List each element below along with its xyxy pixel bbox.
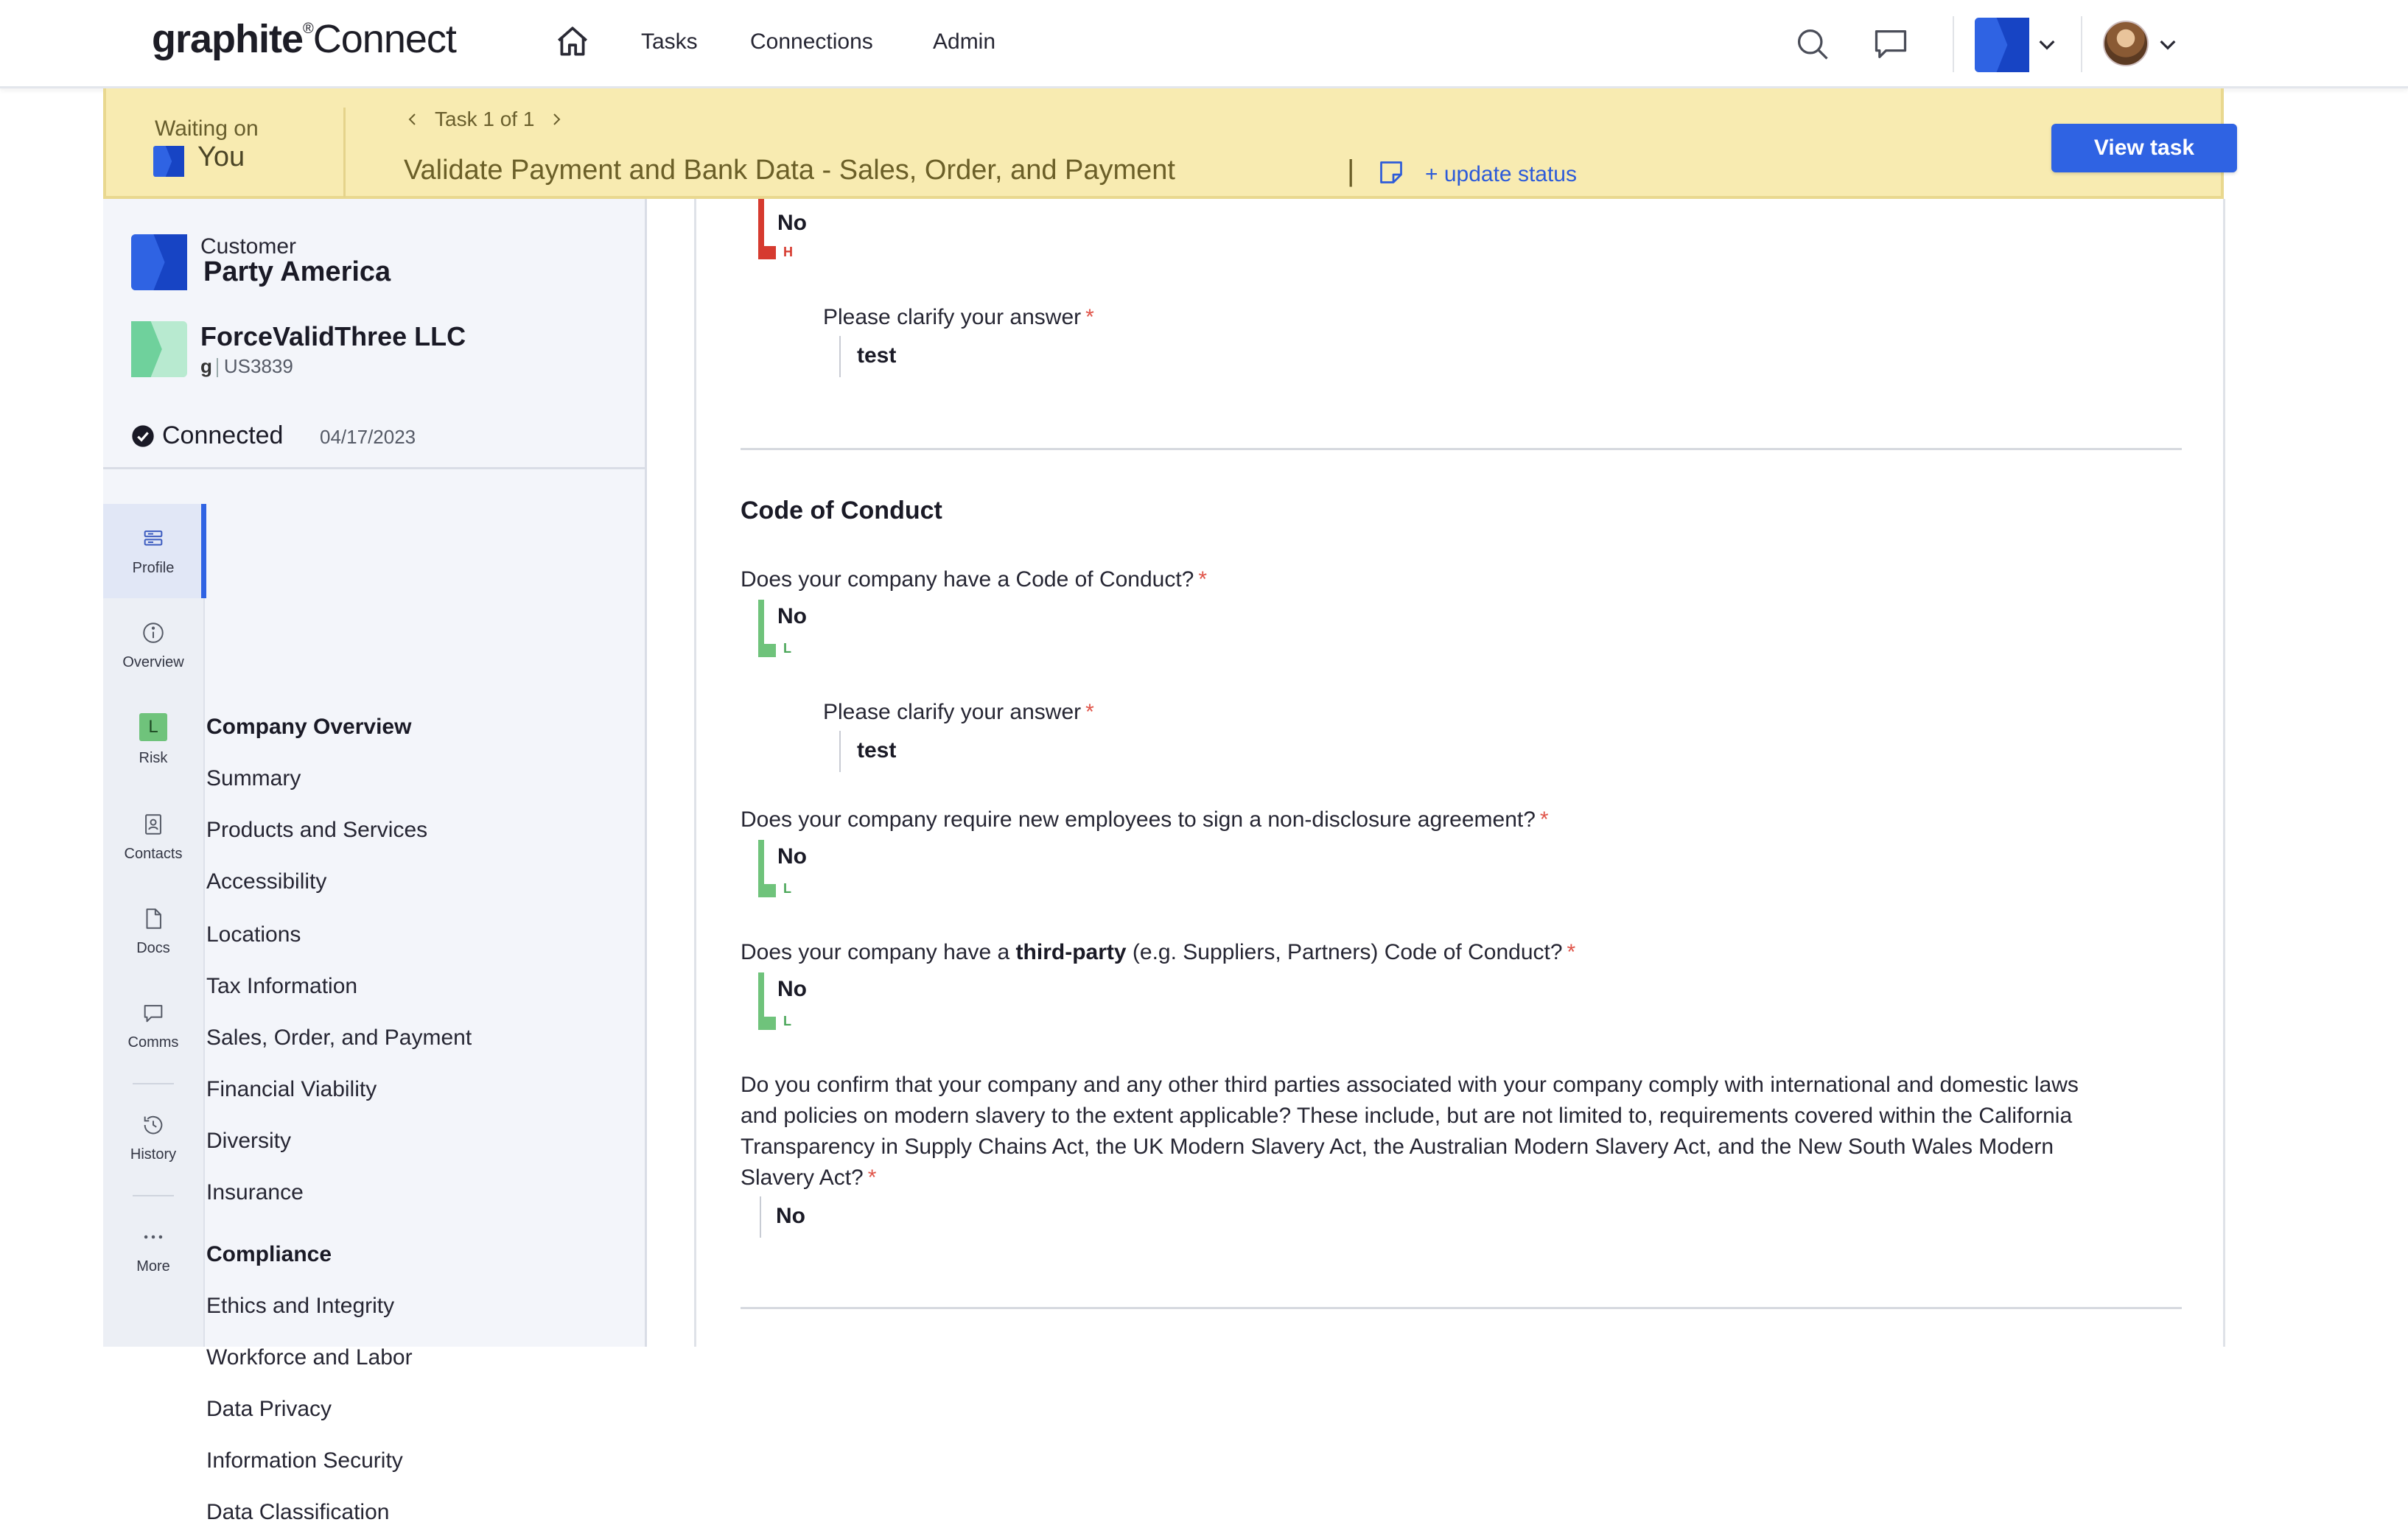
task-counter: Task 1 of 1 [435,108,535,130]
avatar[interactable] [2103,21,2149,66]
check-circle-icon [131,424,155,448]
task-pager [404,108,565,131]
customer-label: Customer [200,234,297,259]
question-text: Do you confirm that your company and any other third parties associated with your company comply with international and domestic laws and policies on modern slavery to the extent applicable? These include, but are not limited to, requirements covered within the California Transparency in Supply Chains Act, the UK Modern Slavery Act, the Australian Modern Slavery Act, and the New South Wales Modern Slavery Act? * [741,1073,2079,1190]
section-divider [741,1307,2182,1309]
nav-divider [1953,16,1954,72]
rail-item-profile[interactable]: Profile [103,504,203,598]
document-icon [141,906,166,931]
rail-divider [133,1195,174,1196]
risk-badge: L [139,713,167,741]
rail-item-comms[interactable]: Comms [103,978,203,1073]
question-text: Does your company have a Code of Conduct? * [741,567,1208,592]
menu-item-sales-order-payment[interactable]: Sales, Order, and Payment [206,1026,472,1050]
chevron-left-icon[interactable] [404,111,421,128]
waiting-on-label: Waiting on [155,116,259,141]
menu-heading-compliance[interactable]: Compliance [206,1242,332,1266]
section-divider [741,448,2182,450]
risk-flag-label: L [783,641,791,656]
task-title: Validate Payment and Bank Data - Sales, Order, and Payment [404,155,1175,186]
menu-item-financial-viability[interactable]: Financial Viability [206,1077,377,1101]
questionnaire-content [694,199,2225,1347]
risk-flag-marker [758,1017,776,1030]
chevron-down-icon[interactable] [2156,32,2180,56]
customer-logo-icon [131,234,187,290]
menu-item-information-security[interactable]: Information Security [206,1448,403,1473]
menu-heading-company-overview[interactable]: Company Overview [206,715,412,739]
risk-flag-label: L [783,881,791,896]
risk-flag-label: L [783,1014,791,1028]
section-title: Code of Conduct [741,497,942,525]
chat-icon [141,1000,166,1026]
menu-item-data-privacy[interactable]: Data Privacy [206,1397,332,1421]
clarify-label: Please clarify your answer * [823,305,1094,329]
rail-item-contacts[interactable]: Contacts [103,790,203,884]
left-panel [103,199,647,1524]
note-icon[interactable] [1378,159,1404,186]
home-icon[interactable] [554,24,591,60]
profile-icon [141,526,166,551]
nav-admin-link[interactable]: Admin [933,29,996,54]
connection-date: 04/17/2023 [320,426,416,448]
rail-item-overview[interactable]: Overview [103,598,203,693]
clarify-value: test [857,738,897,762]
menu-item-diversity[interactable]: Diversity [206,1129,292,1153]
company-logo-icon [153,146,184,177]
answer-guide [760,1196,761,1238]
menu-item-data-classification[interactable]: Data Classification [206,1500,390,1524]
app-logo[interactable]: graphite®Connect [152,17,456,61]
profile-rail [103,504,205,1347]
risk-flag-label: H [783,245,793,259]
menu-item-locations[interactable]: Locations [206,922,301,947]
rail-item-docs[interactable]: Docs [103,884,203,978]
answer-value: No [776,1204,805,1228]
menu-item-tax-information[interactable]: Tax Information [206,974,358,998]
risk-flag-marker [758,884,776,897]
task-separator: | [1347,155,1355,187]
info-icon [141,620,166,645]
question-text: Does your company require new employees to sign a non-disclosure agreement? * [741,807,1549,832]
rail-item-risk[interactable]: L Risk [103,693,203,787]
search-icon[interactable] [1793,25,1832,63]
answer-value: No [777,604,807,628]
clarify-value: test [857,343,897,368]
menu-item-products-services[interactable]: Products and Services [206,818,428,842]
top-nav [0,0,2408,88]
supplier-id: g US3839 [200,355,293,377]
answer-value: No [777,844,807,869]
more-icon [141,1224,166,1249]
question-text: Does your company have a third-party (e.g. Suppliers, Partners) Code of Conduct? * [741,940,1576,964]
chat-icon[interactable] [1872,25,1910,63]
chevron-right-icon[interactable] [547,111,565,128]
contacts-icon [141,812,166,837]
menu-item-summary[interactable]: Summary [206,766,301,790]
menu-item-insurance[interactable]: Insurance [206,1180,304,1205]
supplier-name[interactable]: ForceValidThree LLC [200,321,466,351]
answer-value: No [777,211,807,235]
rail-item-history[interactable]: History [103,1090,203,1185]
supplier-logo-icon [131,321,187,377]
task-banner-divider [343,108,346,197]
update-status-link[interactable]: + update status [1425,162,1577,186]
app-switcher-icon[interactable] [1975,18,2029,72]
answer-guide [839,731,841,772]
chevron-down-icon[interactable] [2035,32,2059,56]
rail-item-more[interactable]: More [103,1202,203,1297]
customer-name[interactable]: Party America [203,256,391,287]
answer-value: No [777,977,807,1001]
menu-item-accessibility[interactable]: Accessibility [206,869,327,894]
nav-divider [2081,16,2082,72]
view-task-button[interactable]: View task [2051,124,2237,172]
history-icon [141,1112,166,1137]
nav-connections-link[interactable]: Connections [750,29,873,54]
menu-item-workforce-labor[interactable]: Workforce and Labor [206,1345,413,1370]
waiting-on-value: You [197,141,245,172]
risk-flag-marker [758,644,776,657]
divider [103,467,647,469]
connection-status: Connected [162,421,284,449]
menu-item-ethics-integrity[interactable]: Ethics and Integrity [206,1294,395,1318]
task-banner [103,88,2224,199]
clarify-label: Please clarify your answer * [823,700,1094,724]
nav-tasks-link[interactable]: Tasks [641,29,698,54]
risk-flag-marker [758,246,776,259]
rail-divider [133,1083,174,1084]
answer-guide [839,336,841,377]
